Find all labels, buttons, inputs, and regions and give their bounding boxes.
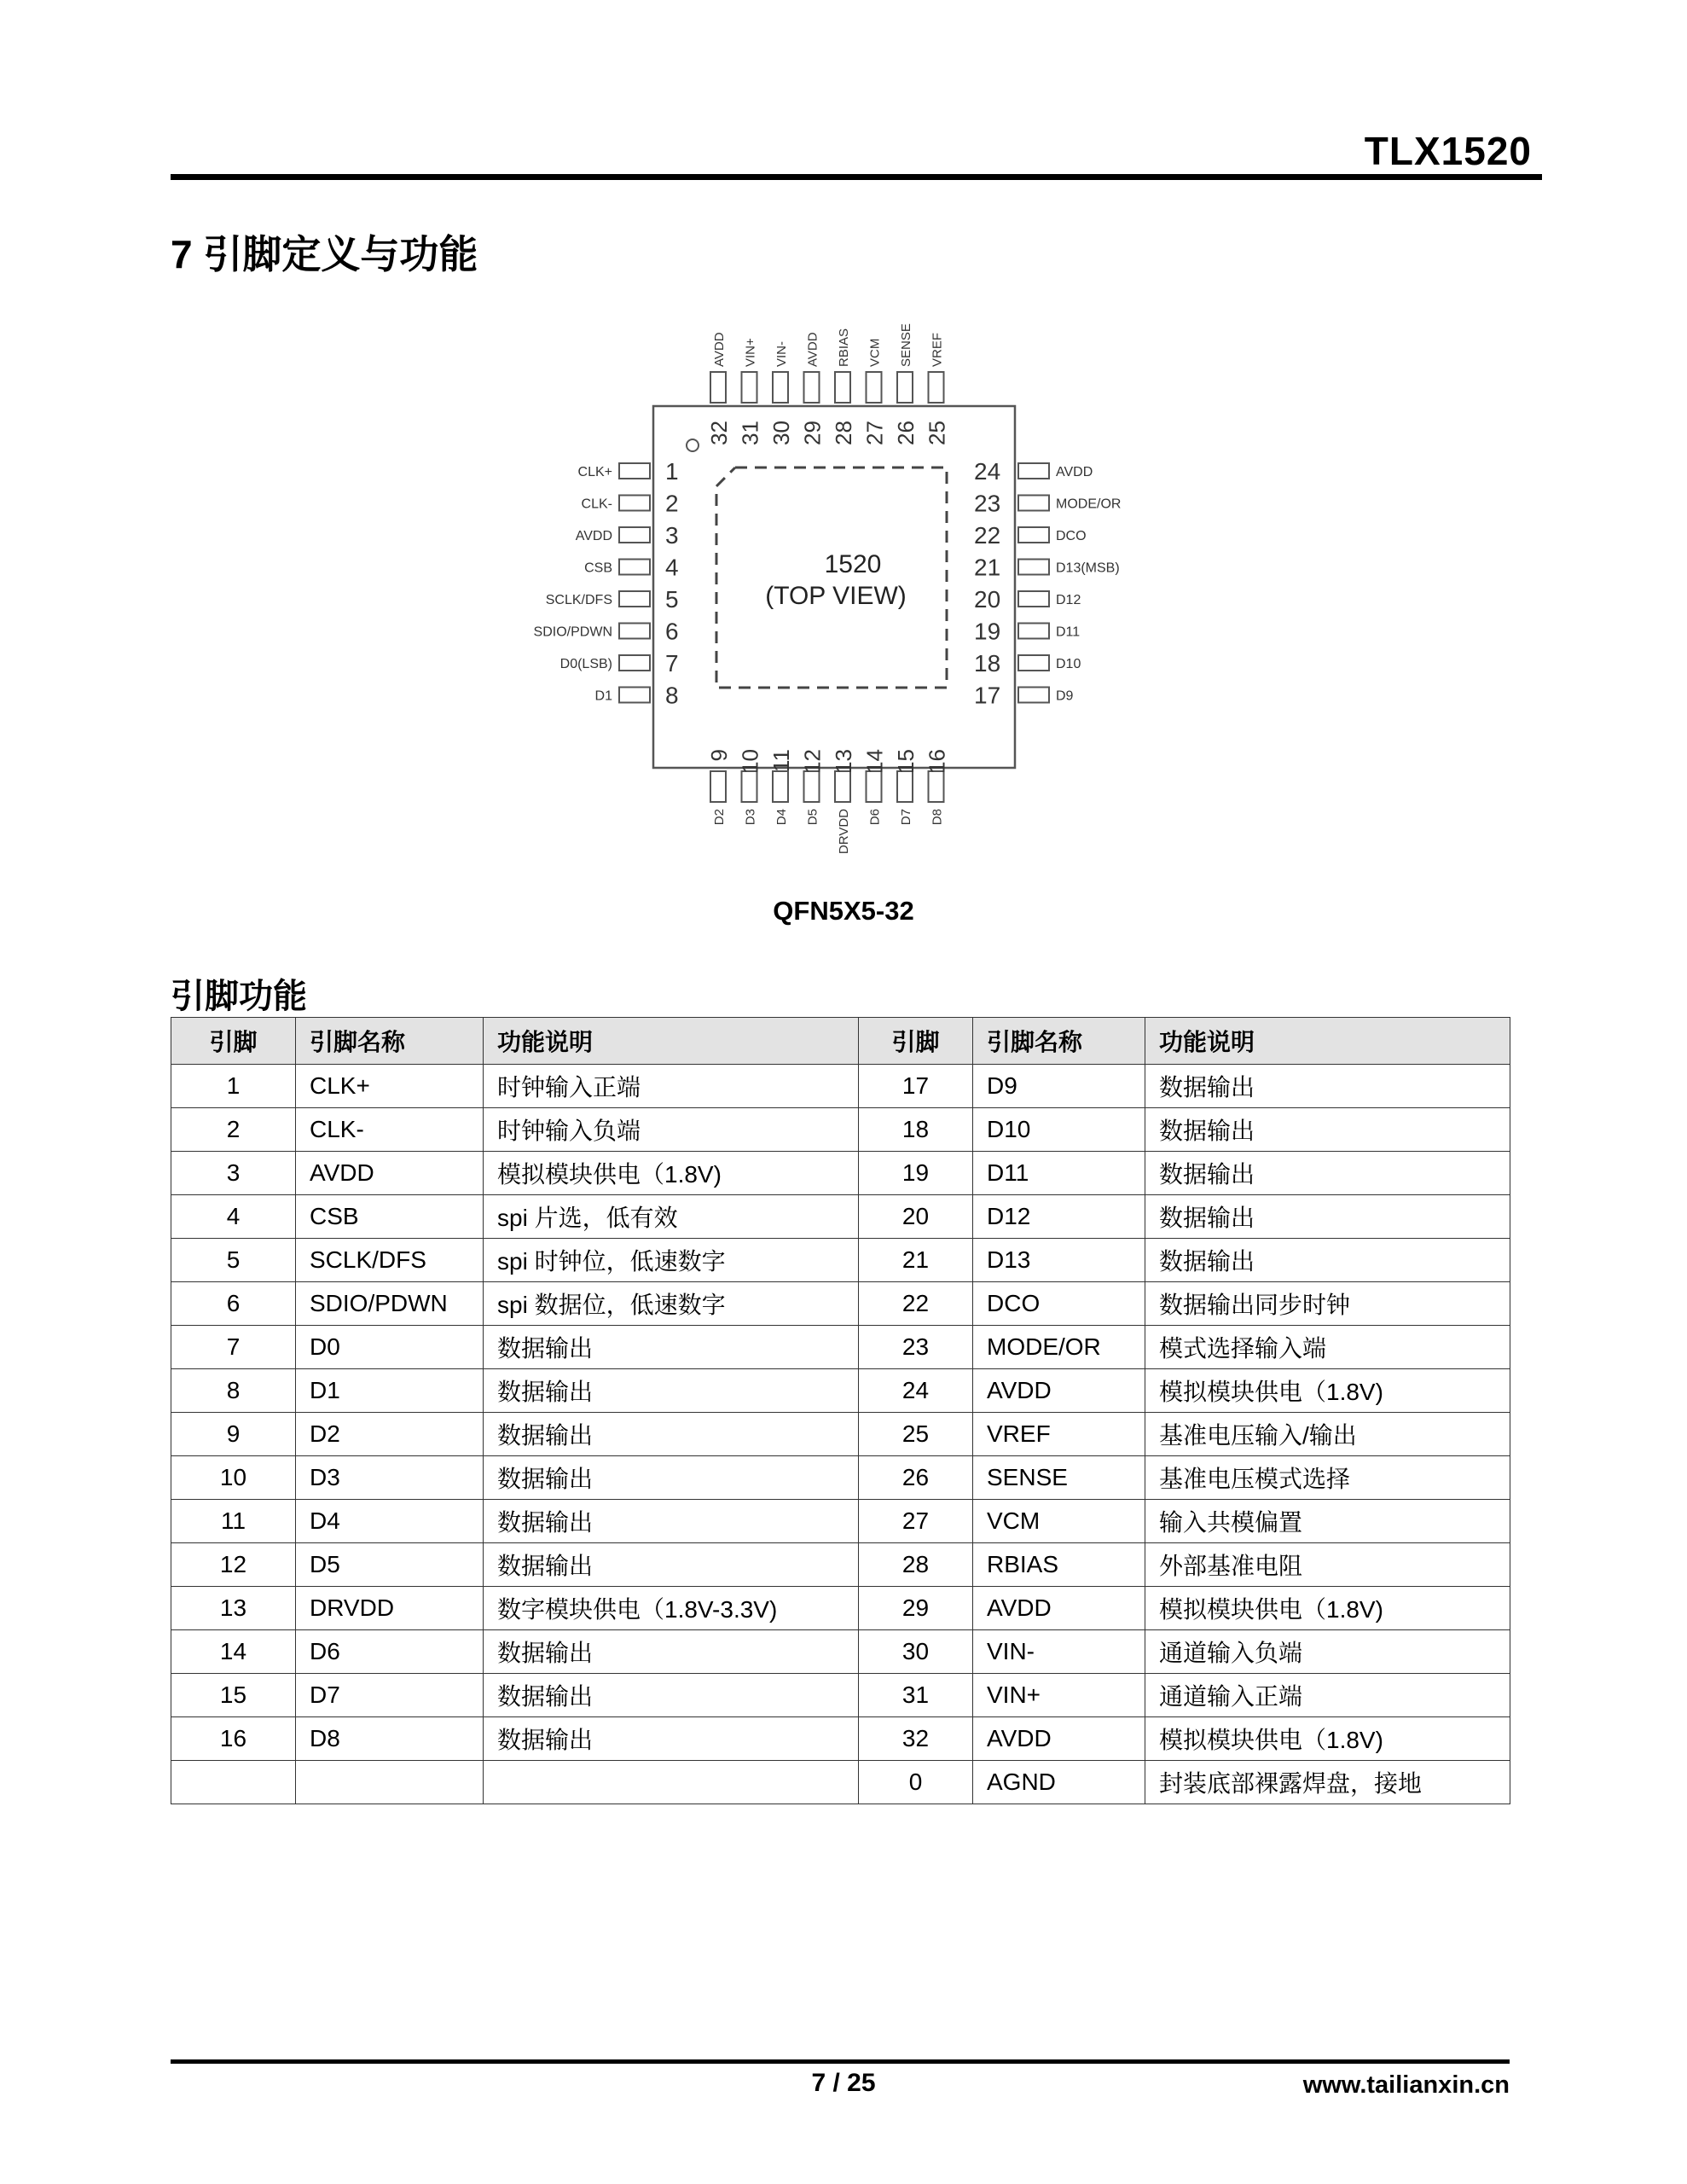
pin-number-cell: 7 (171, 1326, 296, 1369)
pin-pad-top (835, 372, 850, 403)
pin-name-cell: D9 (973, 1065, 1145, 1108)
pin-name-cell: DRVDD (296, 1587, 484, 1630)
pin-description-cell: 数据输出 (484, 1630, 859, 1674)
pin-number-left: 2 (665, 490, 679, 517)
page-number: 7 / 25 (811, 2069, 876, 2097)
pin-description-cell: 模拟模块供电（1.8V) (1145, 1587, 1510, 1630)
pin-number-left: 3 (665, 522, 679, 549)
website: www.tailianxin.cn (1302, 2071, 1510, 2099)
pin-number-cell: 23 (859, 1326, 973, 1369)
pin-number-cell: 4 (171, 1195, 296, 1239)
pin-pad-bottom (773, 771, 788, 802)
pin-description-cell: 基准电压输入/输出 (1145, 1413, 1510, 1456)
pin-number-cell: 13 (171, 1587, 296, 1630)
pin-label-bottom: DRVDD (837, 809, 851, 855)
pin-name-cell: SENSE (973, 1456, 1145, 1500)
pin-description-cell: 数据输出 (484, 1413, 859, 1456)
pin-description-cell: 数据输出 (484, 1674, 859, 1717)
pin-pad-top (773, 372, 788, 403)
pin-pad-top (742, 372, 757, 403)
pin-description-cell: 数据输出 (484, 1717, 859, 1761)
pin-label-top: SENSE (899, 323, 913, 367)
pin-label-right: AVDD (1056, 465, 1093, 479)
table-row (171, 1152, 1510, 1195)
table-row (171, 1413, 1510, 1456)
pin-number-right: 24 (974, 458, 1001, 485)
pin-name-cell: VIN+ (973, 1674, 1145, 1717)
pin-name-cell (296, 1761, 484, 1804)
pin-number-right: 17 (974, 682, 1001, 709)
pin-label-top: VIN- (774, 341, 789, 367)
pin-label-right: D10 (1056, 657, 1081, 671)
header-pin-name: 引脚名称 (296, 1018, 484, 1065)
table-row (171, 1108, 1510, 1152)
header-pin-name: 引脚名称 (973, 1018, 1145, 1065)
pin-description-cell: 数据输出 (484, 1543, 859, 1587)
table-row (171, 1326, 1510, 1369)
pin-number-cell: 24 (859, 1369, 973, 1413)
pin-number-bottom: 16 (924, 749, 950, 774)
pin-number-cell (171, 1761, 296, 1804)
pin-name-cell: AVDD (973, 1587, 1145, 1630)
pin-number-cell: 28 (859, 1543, 973, 1587)
pin-name-cell: D2 (296, 1413, 484, 1456)
table-heading: 引脚功能 (171, 978, 307, 1015)
pin-pad-bottom (867, 771, 882, 802)
pin-pad-bottom (897, 771, 913, 802)
pin-number-bottom: 14 (861, 749, 888, 774)
pin-description-cell: 模拟模块供电（1.8V) (484, 1152, 859, 1195)
pin-description-cell: 基准电压模式选择 (1145, 1456, 1510, 1500)
pin-pad-left (619, 463, 650, 479)
pin-description-cell: spi 时钟位，低速数字 (484, 1239, 859, 1282)
pin-label-top: VCM (867, 338, 883, 367)
pin-pad-left (619, 624, 650, 639)
pin-number-top: 31 (737, 421, 763, 445)
pin-name-cell: CLK- (296, 1108, 484, 1152)
pin-label-top: AVDD (805, 332, 820, 367)
pin-number-left: 7 (665, 650, 679, 677)
pin-number-cell: 18 (859, 1108, 973, 1152)
pin-name-cell: D8 (296, 1717, 484, 1761)
pin-number-left: 8 (665, 682, 679, 709)
pin-description-cell (484, 1761, 859, 1804)
table-row (171, 1369, 1510, 1413)
pin-number-right: 19 (974, 618, 1001, 645)
pin-name-cell: D3 (296, 1456, 484, 1500)
pin-number-left: 5 (665, 586, 679, 613)
pin-name-cell: D5 (296, 1543, 484, 1587)
pin-name-cell: VREF (973, 1413, 1145, 1456)
pin-label-bottom: D3 (743, 809, 758, 826)
pin-description-cell: 输入共模偏置 (1145, 1500, 1510, 1543)
pin-name-cell: MODE/OR (973, 1326, 1145, 1369)
pin-name-cell: D12 (973, 1195, 1145, 1239)
pin-name-cell: CLK+ (296, 1065, 484, 1108)
pin-number-cell: 9 (171, 1413, 296, 1456)
pin-number-cell: 26 (859, 1456, 973, 1500)
pin-label-right: D12 (1056, 593, 1081, 607)
table-row (171, 1587, 1510, 1630)
pin-pad-left (619, 527, 650, 543)
pin-number-bottom: 9 (706, 749, 732, 762)
table-row (171, 1456, 1510, 1500)
pin-label-right: D9 (1056, 688, 1074, 704)
pin-description-cell: 模拟模块供电（1.8V) (1145, 1717, 1510, 1761)
pin-number-cell: 1 (171, 1065, 296, 1108)
pin-name-cell: D1 (296, 1369, 484, 1413)
pin-description-cell: 通道输入正端 (1145, 1674, 1510, 1717)
pin-label-bottom: D2 (712, 809, 727, 826)
pin-number-bottom: 13 (831, 749, 856, 774)
pin-number-cell: 5 (171, 1239, 296, 1282)
pin-number-right: 23 (974, 490, 1001, 517)
pin-label-bottom: D5 (805, 809, 820, 826)
pin-description-cell: 数据输出 (1145, 1152, 1510, 1195)
table-row (171, 1630, 1510, 1674)
pin-label-left: CSB (584, 561, 612, 576)
section-heading: 7 引脚定义与功能 (171, 232, 478, 276)
footer-rule (171, 2059, 1510, 2064)
pin-number-cell: 2 (171, 1108, 296, 1152)
pin-label-bottom: D4 (774, 809, 789, 826)
pin-label-right: MODE/OR (1056, 497, 1122, 512)
pin-number-cell: 0 (859, 1761, 973, 1804)
table-header-row (171, 1018, 1510, 1065)
pin-label-right: D11 (1056, 624, 1081, 640)
table-row (171, 1500, 1510, 1543)
pin-number-bottom: 11 (768, 749, 794, 772)
header-rule (171, 174, 1542, 180)
pin-name-cell: VIN- (973, 1630, 1145, 1674)
pin-name-cell: D10 (973, 1108, 1145, 1152)
pin-label-top: RBIAS (837, 328, 851, 367)
pin-description-cell: 数据输出 (484, 1456, 859, 1500)
pin-name-cell: D6 (296, 1630, 484, 1674)
pin-number-bottom: 10 (737, 749, 763, 774)
pin-pad-right (1018, 655, 1049, 671)
pin-number-left: 1 (665, 458, 679, 485)
pin-pad-right (1018, 463, 1049, 479)
pin-number-right: 20 (974, 586, 1001, 613)
pin-description-cell: 数据输出 (484, 1500, 859, 1543)
pin-pad-right (1018, 688, 1049, 703)
pin-number-right: 18 (974, 650, 1001, 677)
pin-pad-right (1018, 624, 1049, 639)
table-row (171, 1195, 1510, 1239)
pin-number-cell: 20 (859, 1195, 973, 1239)
pin-number-cell: 6 (171, 1282, 296, 1326)
table-row (171, 1543, 1510, 1587)
pin-pad-right (1018, 560, 1049, 575)
pin-number-cell: 14 (171, 1630, 296, 1674)
pin-name-cell: CSB (296, 1195, 484, 1239)
pin-label-top: VREF (930, 332, 945, 367)
pin-pad-top (929, 372, 944, 403)
pin-label-bottom: D8 (930, 809, 945, 826)
pin-number-cell: 17 (859, 1065, 973, 1108)
table-row (171, 1239, 1510, 1282)
pin-pad-top (867, 372, 882, 403)
pin-description-cell: 数据输出 (484, 1369, 859, 1413)
table-row (171, 1761, 1510, 1804)
pin-pad-left (619, 655, 650, 671)
pin-number-cell: 15 (171, 1674, 296, 1717)
pin-number-top: 25 (924, 421, 950, 445)
pin-number-bottom: 12 (799, 749, 826, 774)
pin-number-top: 26 (893, 421, 919, 445)
pin-number-right: 22 (974, 522, 1001, 549)
pin-label-bottom: D7 (899, 809, 913, 826)
pin-number-top: 29 (799, 421, 826, 445)
pin-label-top: AVDD (712, 332, 727, 367)
pin-number-left: 4 (665, 554, 679, 581)
table-row (171, 1282, 1510, 1326)
pin-pad-left (619, 496, 650, 511)
pin-function-table (171, 1017, 1510, 1804)
pin-label-right: D13(MSB) (1056, 561, 1120, 576)
pin-pad-left (619, 560, 650, 575)
pin-label-left: CLK- (581, 497, 612, 512)
pin-description-cell: 数据输出 (484, 1326, 859, 1369)
pin-number-top: 30 (768, 421, 794, 445)
pin-description-cell: 时钟输入正端 (484, 1065, 859, 1108)
pin-pad-top (804, 372, 820, 403)
pin-description-cell: 外部基准电阻 (1145, 1543, 1510, 1587)
pin-description-cell: spi 数据位，低速数字 (484, 1282, 859, 1326)
pin-number-cell: 16 (171, 1717, 296, 1761)
pin-name-cell: SDIO/PDWN (296, 1282, 484, 1326)
pin-name-cell: VCM (973, 1500, 1145, 1543)
header-description: 功能说明 (1145, 1018, 1510, 1065)
pin-pad-bottom (835, 771, 850, 802)
pin-number-top: 27 (861, 421, 888, 445)
pin-number-left: 6 (665, 618, 679, 645)
pin-pad-bottom (710, 771, 726, 802)
pin-label-right: DCO (1056, 529, 1087, 543)
pin-description-cell: 数字模块供电（1.8V-3.3V) (484, 1587, 859, 1630)
pin-description-cell: 模式选择输入端 (1145, 1326, 1510, 1369)
pin-pad-left (619, 591, 650, 607)
pin-description-cell: 数据输出 (1145, 1239, 1510, 1282)
pin-number-cell: 31 (859, 1674, 973, 1717)
pin-name-cell: DCO (973, 1282, 1145, 1326)
package-caption: QFN5X5-32 (773, 896, 914, 926)
pin-pad-left (619, 688, 650, 703)
pin-description-cell: 模拟模块供电（1.8V) (1145, 1369, 1510, 1413)
table-row (171, 1065, 1510, 1108)
document-title: TLX1520 (1364, 129, 1532, 173)
pin-number-cell: 30 (859, 1630, 973, 1674)
header-description: 功能说明 (484, 1018, 859, 1065)
chip-label: 1520 (824, 550, 882, 578)
pin-label-left: D1 (594, 688, 612, 704)
pin-number-cell: 29 (859, 1587, 973, 1630)
pin-pad-bottom (804, 771, 820, 802)
header-pin: 引脚 (859, 1018, 973, 1065)
pin-name-cell: D11 (973, 1152, 1145, 1195)
pin-name-cell: AVDD (973, 1369, 1145, 1413)
pin-description-cell: 通道输入负端 (1145, 1630, 1510, 1674)
table-row (171, 1674, 1510, 1717)
pinout-diagram (503, 316, 1186, 887)
pin-description-cell: 时钟输入负端 (484, 1108, 859, 1152)
pin-description-cell: 数据输出 (1145, 1195, 1510, 1239)
pin-pad-right (1018, 496, 1049, 511)
pin-number-cell: 12 (171, 1543, 296, 1587)
pin-number-cell: 21 (859, 1239, 973, 1282)
pin-number-cell: 27 (859, 1500, 973, 1543)
pin-name-cell: AGND (973, 1761, 1145, 1804)
pin-description-cell: 数据输出同步时钟 (1145, 1282, 1510, 1326)
pin-pad-right (1018, 527, 1049, 543)
pin-label-bottom: D6 (867, 809, 883, 826)
pin-name-cell: D13 (973, 1239, 1145, 1282)
pin-number-top: 28 (831, 421, 856, 445)
pin-number-top: 32 (706, 421, 732, 445)
pin-number-cell: 8 (171, 1369, 296, 1413)
pin-pad-top (897, 372, 913, 403)
pin-pad-top (710, 372, 726, 403)
pin-name-cell: D4 (296, 1500, 484, 1543)
pin-number-cell: 3 (171, 1152, 296, 1195)
pin-name-cell: AVDD (296, 1152, 484, 1195)
pin-number-cell: 19 (859, 1152, 973, 1195)
pin-pad-bottom (742, 771, 757, 802)
pin-label-left: AVDD (575, 529, 612, 543)
pin-description-cell: 封装底部裸露焊盘，接地 (1145, 1761, 1510, 1804)
pin-label-left: SDIO/PDWN (533, 624, 612, 640)
pin-number-cell: 10 (171, 1456, 296, 1500)
pin-name-cell: D0 (296, 1326, 484, 1369)
pin-name-cell: D7 (296, 1674, 484, 1717)
pin-name-cell: AVDD (973, 1717, 1145, 1761)
pin-label-left: SCLK/DFS (545, 593, 612, 607)
pin-label-top: VIN+ (743, 338, 758, 367)
pin-description-cell: 数据输出 (1145, 1065, 1510, 1108)
chip-view-label: (TOP VIEW) (765, 582, 907, 610)
pin-label-left: CLK+ (577, 465, 612, 479)
pin-number-cell: 11 (171, 1500, 296, 1543)
pin-pad-right (1018, 591, 1049, 607)
pin-number-bottom: 15 (893, 749, 919, 774)
header-pin: 引脚 (171, 1018, 296, 1065)
pin-number-cell: 22 (859, 1282, 973, 1326)
pin-description-cell: 数据输出 (1145, 1108, 1510, 1152)
pin-number-right: 21 (974, 554, 1001, 581)
pin-number-cell: 25 (859, 1413, 973, 1456)
table-row (171, 1717, 1510, 1761)
pin-name-cell: SCLK/DFS (296, 1239, 484, 1282)
pin-pad-bottom (929, 771, 944, 802)
pin-label-left: D0(LSB) (559, 657, 612, 671)
pin-description-cell: spi 片选，低有效 (484, 1195, 859, 1239)
pin-name-cell: RBIAS (973, 1543, 1145, 1587)
pin-number-cell: 32 (859, 1717, 973, 1761)
